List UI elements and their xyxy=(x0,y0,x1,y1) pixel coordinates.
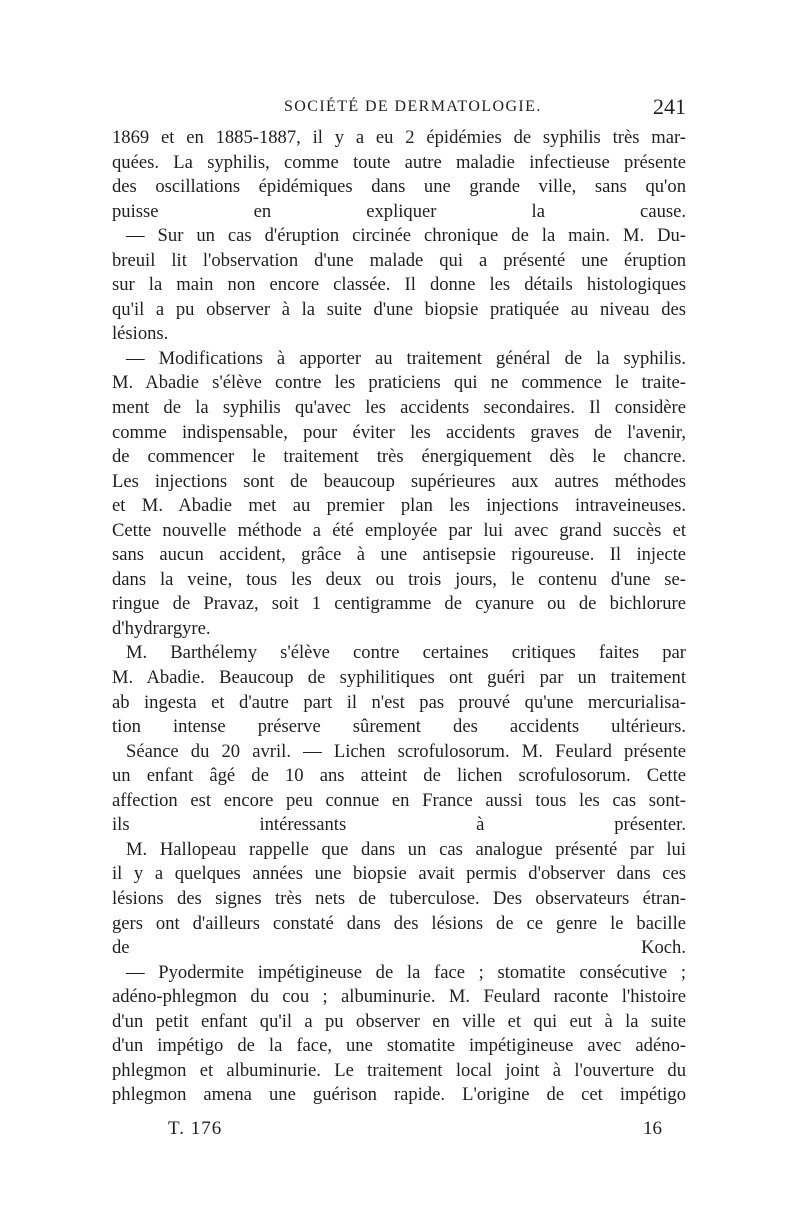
text-line: ab ingesta et d'autre part il n'est pas prouvé qu'une mercurialisa- xyxy=(112,691,686,713)
text-line: Cette nouvelle méthode a été employée par lui avec grand succès et xyxy=(112,519,686,541)
text-line: d'un impétigo de la face, une stomatite impétigineuse avec adéno- xyxy=(112,1035,686,1057)
page-footer xyxy=(168,1118,662,1148)
text-line: gers ont d'ailleurs constaté dans des lésions de ce genre le bacille xyxy=(112,912,686,934)
text-line: d'un petit enfant qu'il a pu observer en ville et qui eut à la suite xyxy=(112,1010,686,1032)
text-line: d'hydrargyre. xyxy=(112,617,211,639)
text-line: tion intense préserve sûrement des accidents ultérieurs. xyxy=(112,716,686,738)
running-head: SOCIÉTÉ DE DERMATOLOGIE. xyxy=(284,98,542,115)
text-line: Les injections sont de beaucoup supérieures aux autres méthodes xyxy=(112,470,686,492)
text-line: lésions des signes très nets de tuberculose. Des observateurs étran- xyxy=(112,887,686,909)
paragraph xyxy=(112,740,686,838)
text-line: — Modifications à apporter au traitement général de la syphilis. xyxy=(126,347,686,369)
text-line: 1869 et en 1885-1887, il y a eu 2 épidémies de syphilis très mar- xyxy=(112,127,686,148)
text-line: M. Barthélemy s'élève contre certaines critiques faites par xyxy=(126,642,686,664)
paragraph xyxy=(112,347,686,642)
paragraph xyxy=(112,224,686,347)
text-line: sans aucun accident, grâce à une antisepsie rigoureuse. Il injecte xyxy=(112,544,686,566)
text-line: dans la veine, tous les deux ou trois jours, le contenu d'une se- xyxy=(112,568,686,590)
text-line: lésions. xyxy=(112,323,169,345)
page-header xyxy=(112,94,686,124)
text-line: breuil lit l'observation d'une malade qui a présenté une éruption xyxy=(112,249,686,271)
text-line: M. Abadie s'élève contre les praticiens qui ne commence le traite- xyxy=(112,372,686,394)
page-number: 241 xyxy=(653,94,686,119)
body-text xyxy=(112,126,686,1108)
text-line: M. Abadie. Beaucoup de syphilitiques ont guéri par un traitement xyxy=(112,667,686,689)
paragraph xyxy=(112,641,686,739)
text-line: — Sur un cas d'éruption circinée chronique de la main. M. Du- xyxy=(126,225,686,247)
text-line: il y a quelques années une biopsie avait permis d'observer dans ces xyxy=(112,863,686,885)
text-line: M. Hallopeau rappelle que dans un cas analogue présenté par lui xyxy=(126,838,686,860)
text-line: un enfant âgé de 10 ans atteint de lichen scrofulosorum. Cette xyxy=(112,765,686,787)
text-line: ringue de Pravaz, soit 1 centigramme de cyanure ou de bichlorure xyxy=(112,593,686,615)
sheet-number: 16 xyxy=(643,1118,662,1139)
text-line: ment de la syphilis qu'avec les accidents secondaires. Il considère xyxy=(112,397,686,419)
text-line: qu'il a pu observer à la suite d'une biopsie pratiquée au niveau des xyxy=(112,298,686,320)
text-line: adéno-phlegmon du cou ; albuminurie. M. Feulard raconte l'histoire xyxy=(112,986,686,1008)
paragraph xyxy=(112,838,686,961)
text-line: des oscillations épidémiques dans une grande ville, sans qu'on xyxy=(112,176,686,198)
text-line: sur la main non encore classée. Il donne les détails histologiques xyxy=(112,274,686,296)
paragraph xyxy=(112,126,686,224)
text-line: affection est encore peu connue en France aussi tous les cas sont- xyxy=(112,789,686,811)
text-line: de Koch. xyxy=(112,937,686,959)
paragraph xyxy=(112,961,686,1108)
text-line: de commencer le traitement très énergiquement dès le chancre. xyxy=(112,446,686,468)
text-line: ils intéressants à présenter. xyxy=(112,814,686,836)
text-line: phlegmon et albuminurie. Le traitement local joint à l'ouverture du xyxy=(112,1059,686,1081)
text-line: — Pyodermite impétigineuse de la face ; stomatite consécutive ; xyxy=(126,961,686,983)
text-line: Séance du 20 avril. — Lichen scrofulosorum. M. Feulard présente xyxy=(126,740,686,762)
text-line: quées. La syphilis, comme toute autre maladie infectieuse présente xyxy=(112,151,686,173)
printer-signature: T. 176 xyxy=(168,1118,223,1139)
text-line: et M. Abadie met au premier plan les injections intraveineuses. xyxy=(112,495,686,517)
text-line: phlegmon amena une guérison rapide. L'origine de cet impétigo xyxy=(112,1084,686,1106)
text-line: comme indispensable, pour éviter les accidents graves de l'avenir, xyxy=(112,421,686,443)
text-line: puisse en expliquer la cause. xyxy=(112,200,686,222)
